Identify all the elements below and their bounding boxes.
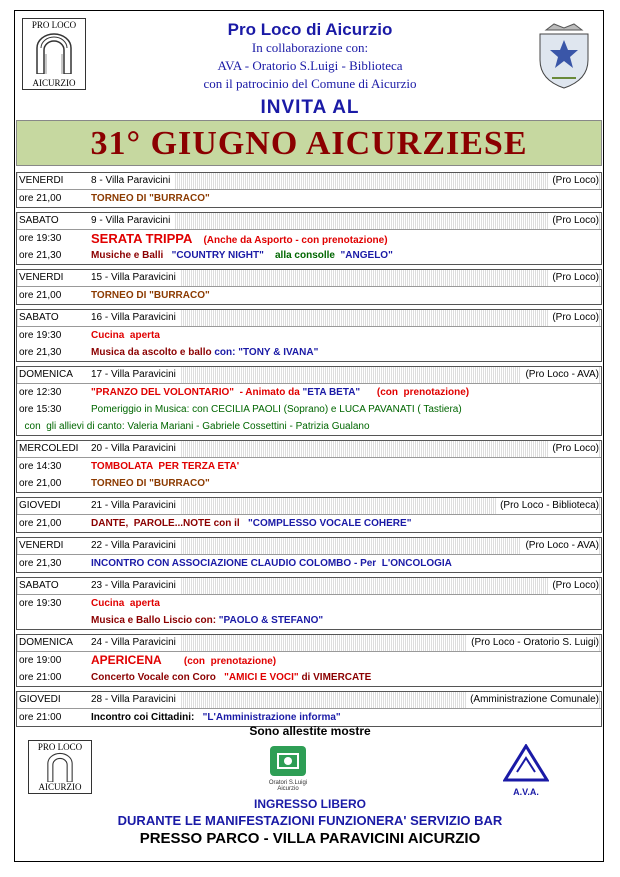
event-line: [17, 612, 601, 629]
logo-top-text: PRO LOCO: [31, 20, 77, 30]
event-day-info: [19, 367, 180, 383]
event-description: [91, 515, 411, 532]
event-time: ore 21,30: [19, 558, 62, 569]
event-header: [17, 310, 601, 327]
event-day: VENERDI: [19, 272, 64, 283]
event-description: con gli allievi di canto: Valeria Mariani - Gabriele Cossettini - Patrizia Gualano: [19, 421, 370, 432]
event-organizer: (Pro Loco - AVA): [521, 538, 599, 554]
event-block: [16, 212, 602, 265]
event-line: [17, 344, 601, 361]
header-title: Pro Loco di Aicurzio: [227, 20, 393, 39]
event-line: [17, 230, 601, 247]
event-block: [16, 691, 602, 727]
event-text-part: di VIMERCATE: [298, 672, 372, 683]
servizio-bar: DURANTE LE MANIFESTAZIONI FUNZIONERA' SERVIZIO BAR: [117, 813, 503, 828]
logo-bottom-bottom-text: AICURZIO: [38, 782, 82, 792]
event-text-part: "ANGELO": [335, 250, 393, 261]
event-day: VENERDI: [19, 540, 64, 551]
event-description: [91, 612, 323, 629]
event-description: TORNEO DI "BURRACO": [91, 478, 210, 489]
event-time: ore 19:00: [19, 655, 62, 666]
event-time: ore 21,00: [19, 193, 62, 204]
event-text-part: "L'Amministrazione informa": [194, 712, 341, 723]
event-description: TOMBOLATA PER TERZA ETA': [91, 461, 240, 472]
event-block: [16, 366, 602, 436]
event-organizer: (Pro Loco): [548, 173, 599, 189]
event-time: ore 21,00: [19, 478, 62, 489]
event-line: [17, 458, 601, 475]
event-description: Cucina aperta: [91, 330, 160, 341]
event-line: [17, 595, 601, 612]
event-venue: 16 - Villa Paravicini: [91, 312, 176, 323]
event-description: TORNEO DI "BURRACO": [91, 193, 210, 204]
event-description: TORNEO DI "BURRACO": [91, 290, 210, 301]
event-day-info: [19, 270, 180, 286]
location-line: PRESSO PARCO - VILLA PARAVICINI AICURZIO: [139, 830, 481, 847]
header-partners: AVA - Oratorio S.Luigi - Biblioteca: [217, 58, 403, 73]
pro-loco-logo: [22, 18, 86, 90]
event-header: [17, 498, 601, 515]
event-time: ore 12:30: [19, 387, 62, 398]
event-day: MERCOLEDI: [19, 443, 79, 454]
event-day-info: [19, 173, 174, 189]
invita-heading: INVITA AL: [260, 97, 360, 118]
event-time: ore 19:30: [19, 598, 62, 609]
event-organizer: (Pro Loco - Biblioteca): [496, 498, 599, 514]
event-description: [91, 344, 318, 361]
logo-bottom-top-text: PRO LOCO: [37, 742, 83, 752]
event-header: [17, 635, 601, 652]
event-text-part: "COUNTRY NIGHT": [163, 250, 264, 261]
event-text-part: Concerto Vocale con Coro: [91, 672, 216, 683]
event-description: [91, 669, 371, 686]
ava-logo: [502, 744, 550, 796]
event-day-info: [19, 635, 180, 651]
event-text-part: "PAOLO & STEFANO": [216, 615, 324, 626]
event-header: [17, 441, 601, 458]
arch-icon: [35, 32, 73, 74]
event-time: ore 15:30: [19, 404, 62, 415]
event-venue: 28 - Villa Paravicini: [91, 694, 176, 705]
event-text-part: "ETA BETA": [302, 387, 361, 398]
event-day-info: [19, 441, 180, 457]
event-header: [17, 213, 601, 230]
event-text-part: (con prenotazione): [161, 656, 277, 667]
event-day: VENERDI: [19, 175, 64, 186]
event-description: [91, 247, 393, 264]
event-day: GIOVEDI: [19, 500, 61, 511]
event-description: [91, 384, 469, 401]
event-time: ore 21:00: [19, 672, 62, 683]
event-organizer: (Pro Loco): [548, 578, 599, 594]
event-day-info: [19, 578, 180, 594]
event-text-part: DANTE, PAROLE...NOTE con il: [91, 518, 240, 529]
event-banner: 31° GIUGNO AICURZIESE: [16, 120, 602, 166]
pro-loco-logo-bottom: [28, 740, 92, 794]
header-patronage: con il patrocinio del Comune di Aicurzio: [203, 76, 417, 91]
event-text-part: con: "TONY & IVANA": [211, 347, 319, 358]
event-day-info: [19, 538, 180, 554]
event-line: [17, 247, 601, 264]
event-block: [16, 309, 602, 362]
event-day-info: [19, 310, 180, 326]
event-venue: 22 - Villa Paravicini: [91, 540, 176, 551]
event-organizer: (Pro Loco): [548, 310, 599, 326]
event-organizer: (Pro Loco): [548, 270, 599, 286]
event-day: SABATO: [19, 215, 59, 226]
event-time: ore 21:00: [19, 712, 62, 723]
event-line: [17, 384, 601, 401]
event-day: SABATO: [19, 580, 59, 591]
event-text-part: "PRANZO DEL VOLONTARIO": [91, 387, 235, 398]
event-venue: 15 - Villa Paravicini: [91, 272, 176, 283]
event-time: ore 21,30: [19, 347, 62, 358]
arch-icon: [43, 752, 77, 782]
event-block: [16, 577, 602, 630]
event-header: [17, 692, 601, 709]
event-time: ore 21,30: [19, 250, 62, 261]
event-organizer: (Pro Loco - Oratorio S. Luigi): [467, 635, 599, 651]
event-header: [17, 173, 601, 190]
event-venue: 9 - Villa Paravicini: [91, 215, 171, 226]
event-text-part: (con prenotazione): [360, 387, 470, 398]
event-description: Cucina aperta: [91, 598, 160, 609]
event-text-part: SERATA TRIPPA: [91, 231, 193, 246]
event-line: [17, 190, 601, 207]
event-organizer: (Pro Loco): [548, 441, 599, 457]
event-text-part: Musica da ascolto e ballo: [91, 347, 212, 358]
event-text-part: (Anche da Asporto - con prenotazione): [192, 235, 388, 246]
event-day: SABATO: [19, 312, 59, 323]
event-time: ore 21,00: [19, 518, 62, 529]
event-description: [91, 652, 276, 670]
event-line: [17, 515, 601, 532]
event-text-part: Incontro coi Cittadini:: [91, 712, 195, 723]
event-description: Pomeriggio in Musica: con CECILIA PAOLI (Soprano) e LUCA PAVANATI ( Tastiera): [91, 404, 462, 415]
event-line: [17, 669, 601, 686]
event-header: [17, 270, 601, 287]
ava-triangle-icon: [503, 744, 549, 782]
event-day-info: [19, 213, 174, 229]
event-venue: 8 - Villa Paravicini: [91, 175, 171, 186]
mostre-note: Sono allestite mostre: [249, 724, 371, 738]
event-time: ore 19:30: [19, 330, 62, 341]
event-organizer: (Amministrazione Comunale): [466, 692, 599, 708]
oratori-emblem-icon: [266, 744, 310, 778]
event-line: [17, 652, 601, 669]
header-collab: In collaborazione con:: [251, 40, 369, 55]
event-day-info: [19, 692, 180, 708]
event-text-part: APERICENA: [91, 653, 162, 667]
event-text-part: alla consolle: [263, 250, 335, 261]
event-header: [17, 538, 601, 555]
event-time: ore 21,00: [19, 290, 62, 301]
event-line: [17, 287, 601, 304]
event-organizer: (Pro Loco - AVA): [521, 367, 599, 383]
logo-bottom-text: AICURZIO: [32, 78, 76, 88]
event-block: [16, 440, 602, 493]
comune-crest-icon: [532, 20, 596, 90]
event-block: [16, 634, 602, 687]
event-time: ore 14:30: [19, 461, 62, 472]
event-block: [16, 269, 602, 305]
events-list: [16, 172, 602, 731]
event-day: DOMENICA: [19, 637, 73, 648]
event-header: [17, 367, 601, 384]
oratori-logo: [262, 744, 314, 792]
event-venue: 21 - Villa Paravicini: [91, 500, 176, 511]
event-organizer: (Pro Loco): [548, 213, 599, 229]
event-day: GIOVEDI: [19, 694, 61, 705]
ava-label: A.V.A.: [513, 787, 539, 797]
event-venue: 20 - Villa Paravicini: [91, 443, 176, 454]
event-text-part: Musiche e Balli: [91, 250, 164, 261]
event-text-part: "COMPLESSO VOCALE COHERE": [239, 518, 412, 529]
event-day-info: [19, 498, 180, 514]
ingresso-libero: INGRESSO LIBERO: [253, 797, 366, 811]
event-line: [17, 555, 601, 572]
event-description: INCONTRO CON ASSOCIAZIONE CLAUDIO COLOMBO - Per L'ONCOLOGIA: [91, 558, 452, 569]
event-block: [16, 172, 602, 208]
event-line: [17, 418, 601, 435]
event-time: ore 19:30: [19, 233, 62, 244]
event-header: [17, 578, 601, 595]
event-block: [16, 537, 602, 573]
oratori-label: Oratori S.Luigi Aicurzio: [268, 780, 308, 792]
event-line: [17, 475, 601, 492]
event-text-part: "AMICI E VOCI": [215, 672, 299, 683]
event-venue: 24 - Villa Paravicini: [91, 637, 176, 648]
event-block: [16, 497, 602, 533]
event-line: [17, 327, 601, 344]
event-day: DOMENICA: [19, 369, 73, 380]
event-line: [17, 401, 601, 418]
event-text-part: - Animato da: [234, 387, 303, 398]
event-venue: 17 - Villa Paravicini: [91, 369, 176, 380]
event-venue: 23 - Villa Paravicini: [91, 580, 176, 591]
event-text-part: Musica e Ballo Liscio con:: [91, 615, 217, 626]
